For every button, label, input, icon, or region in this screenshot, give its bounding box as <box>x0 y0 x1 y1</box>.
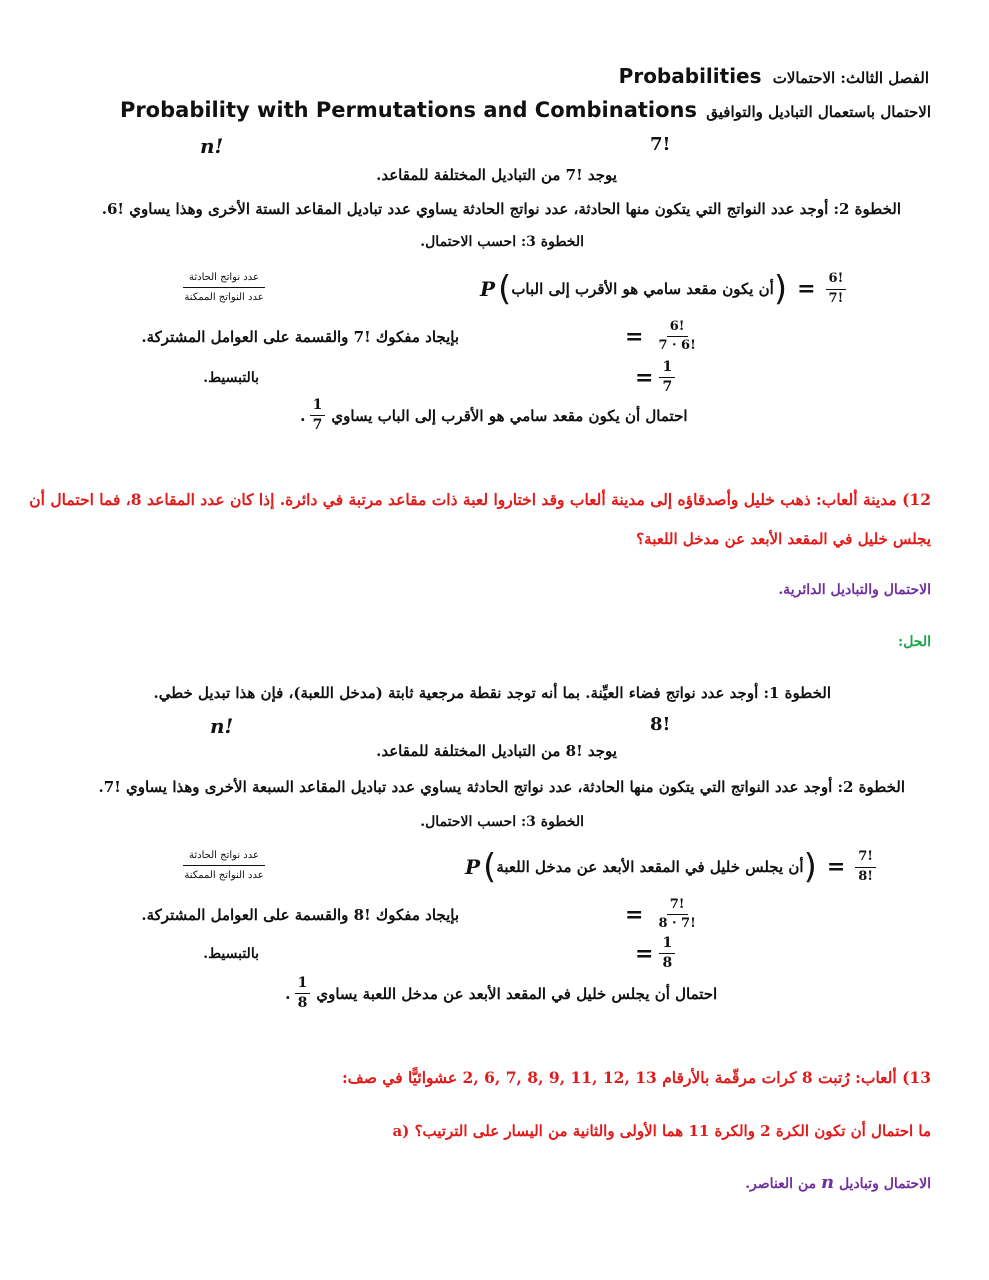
conclusion-frac-bottom: 7 <box>312 417 323 434</box>
q12-eight-factorial: 8! <box>650 714 671 735</box>
fraction-3-top: 1 <box>659 360 675 378</box>
word-fraction <box>183 272 265 303</box>
q12-solution-label: الحل: <box>898 634 931 650</box>
fraction-2-top: 6! <box>667 320 688 337</box>
conclusion-text: احتمال أن يكون مقعد سامي هو الأقرب إلى الباب يساوي <box>331 406 688 425</box>
lesson-title <box>120 98 931 122</box>
q13-line1: 13) ألعاب: رُتبت 8 كرات مرقّمة بالأرقام 13 ,12 ,11 ,9 ,8 ,7 ,6 ,2 عشوائيًّا في صف: <box>341 1068 931 1087</box>
step2-text: الخطوة 2: أوجد عدد النواتج التي يتكون منها الحادثة، عدد نواتج الحادثة يساوي عدد تباديل المقاعد الستة الأخرى وهذا يساوي !6. <box>101 200 901 218</box>
fraction-1 <box>826 272 847 306</box>
q12-fraction-3-top: 1 <box>659 936 675 954</box>
word-fraction-top: عدد نواتج الحادثة <box>183 272 265 288</box>
q12-fraction-1-bottom: 8! <box>858 868 874 884</box>
fraction-3-bottom: 7 <box>662 379 673 396</box>
fraction-1-bottom: 7! <box>828 290 844 306</box>
word-fraction-bottom: عدد النواتج الممكنة <box>184 292 264 303</box>
p-symbol: P <box>480 277 496 301</box>
fraction-2-bottom: 7 · 6! <box>658 338 696 354</box>
chapter-title-en: Probabilities <box>618 64 762 88</box>
q12-conclusion: . $\frac{1}{8}$ احتمال أن يجلس خليل في المقعد الأبعد عن مدخل اللعبة يساوي <box>285 975 718 1012</box>
fraction-1-top: 6! <box>826 272 847 289</box>
q13-topic-pre: الاحتمال وتباديل <box>838 1176 931 1192</box>
q12-probability-formula: P ( أن يجلس خليل في المقعد الأبعد عن مدخل اللعبة ) = $\frac{7!}{8!}$ <box>465 850 876 884</box>
q13-topic <box>745 1172 931 1193</box>
q12-step-fraction-2: = $\frac{7!}{8 \cdot 7!}$ <box>625 898 699 932</box>
q12-event-text: أن يجلس خليل في المقعد الأبعد عن مدخل اللعبة <box>496 858 804 876</box>
q12-line1: 12) مدينة ألعاب: ذهب خليل وأصدقاؤه إلى مدينة ألعاب وقد اختاروا لعبة ذات مقاعد مرتبة في دائرة. إذا كان عدد المقاعد 8، فما احتمال أن <box>29 490 931 509</box>
seven-factorial: 7! <box>650 134 671 155</box>
q12-topic: الاحتمال والتباديل الدائرية. <box>778 582 931 598</box>
q12-word-fraction <box>183 850 265 881</box>
q12-p-symbol: P <box>465 855 481 879</box>
q13-topic-post: من العناصر. <box>745 1176 817 1192</box>
step3-text: الخطوة 3: احسب الاحتمال. <box>420 234 584 250</box>
q12-step3: الخطوة 3: احسب الاحتمال. <box>420 814 584 830</box>
q12-perm-line: يوجد !8 من التباديل المختلفة للمقاعد. <box>376 742 617 760</box>
q13-part-a: a) ما احتمال أن تكون الكرة 2 والكرة 11 هما الأولى والثانية من اليسار على الترتيب؟ <box>392 1122 931 1140</box>
q12-word-fraction-bottom: عدد النواتج الممكنة <box>184 870 264 881</box>
q12-word-fraction-top: عدد نواتج الحادثة <box>183 850 265 866</box>
q12-conclusion-frac-bottom: 8 <box>297 995 308 1012</box>
q12-conclusion-frac-top: 1 <box>295 976 311 994</box>
chapter-title-ar: الفصل الثالث: الاحتمالات <box>772 69 929 87</box>
q12-fraction-2-bottom: 8 · 7! <box>658 916 696 932</box>
q12-n-factorial: n! <box>210 714 234 738</box>
conclusion-1: . $\frac{1}{7}$ احتمال أن يكون مقعد سامي هو الأقرب إلى الباب يساوي <box>300 397 688 434</box>
q12-step2: الخطوة 2: أوجد عدد النواتج التي يتكون منها الحادثة، عدد نواتج الحادثة يساوي عدد تباديل المقاعد السبعة الأخرى وهذا يساوي !7. <box>98 778 905 796</box>
q12-line2: يجلس خليل في المقعد الأبعد عن مدخل اللعبة؟ <box>636 530 931 548</box>
q12-fraction-2-top: 7! <box>667 898 688 915</box>
step-fraction-2: = $\frac{6!}{7 \cdot 6!}$ <box>625 320 699 354</box>
q12-step1: الخطوة 1: أوجد عدد نواتج فضاء العيِّنة. بما أنه توجد نقطة مرجعية ثابتة (مدخل اللعبة)، فإن هذا تبديل خطي. <box>153 684 831 702</box>
event-text: أن يكون مقعد سامي هو الأقرب إلى الباب <box>511 280 774 298</box>
q12-fraction-3-bottom: 8 <box>662 955 673 972</box>
lesson-title-ar: الاحتمال باستعمال التباديل والتوافيق <box>706 103 931 121</box>
perm-line: يوجد !7 من التباديل المختلفة للمقاعد. <box>376 166 617 184</box>
q12-fraction-1 <box>855 850 876 884</box>
n-factorial: n! <box>200 134 224 158</box>
note-expand: بإيجاد مفكوك !7 والقسمة على العوامل المشتركة. <box>141 328 459 346</box>
q13-topic-n: n <box>820 1172 835 1193</box>
q12-fraction-1-top: 7! <box>855 850 876 867</box>
q12-note-expand: بإيجاد مفكوك !8 والقسمة على العوامل المشتركة. <box>141 906 459 924</box>
note-simplify: بالتبسيط. <box>203 370 259 386</box>
lesson-title-en: Probability with Permutations and Combinations <box>119 98 697 122</box>
chapter-title <box>619 64 929 88</box>
probability-formula: P ( أن يكون مقعد سامي هو الأقرب إلى الباب ) = $\frac{6!}{7!}$ <box>480 272 846 306</box>
q12-conclusion-text: احتمال أن يجلس خليل في المقعد الأبعد عن مدخل اللعبة يساوي <box>316 984 718 1003</box>
step-fraction-3: = $\frac{1}{7}$ <box>635 360 675 396</box>
q12-step-fraction-3: = $\frac{1}{8}$ <box>635 936 675 972</box>
q12-note-simplify: بالتبسيط. <box>203 946 259 962</box>
conclusion-frac-top: 1 <box>310 398 326 416</box>
